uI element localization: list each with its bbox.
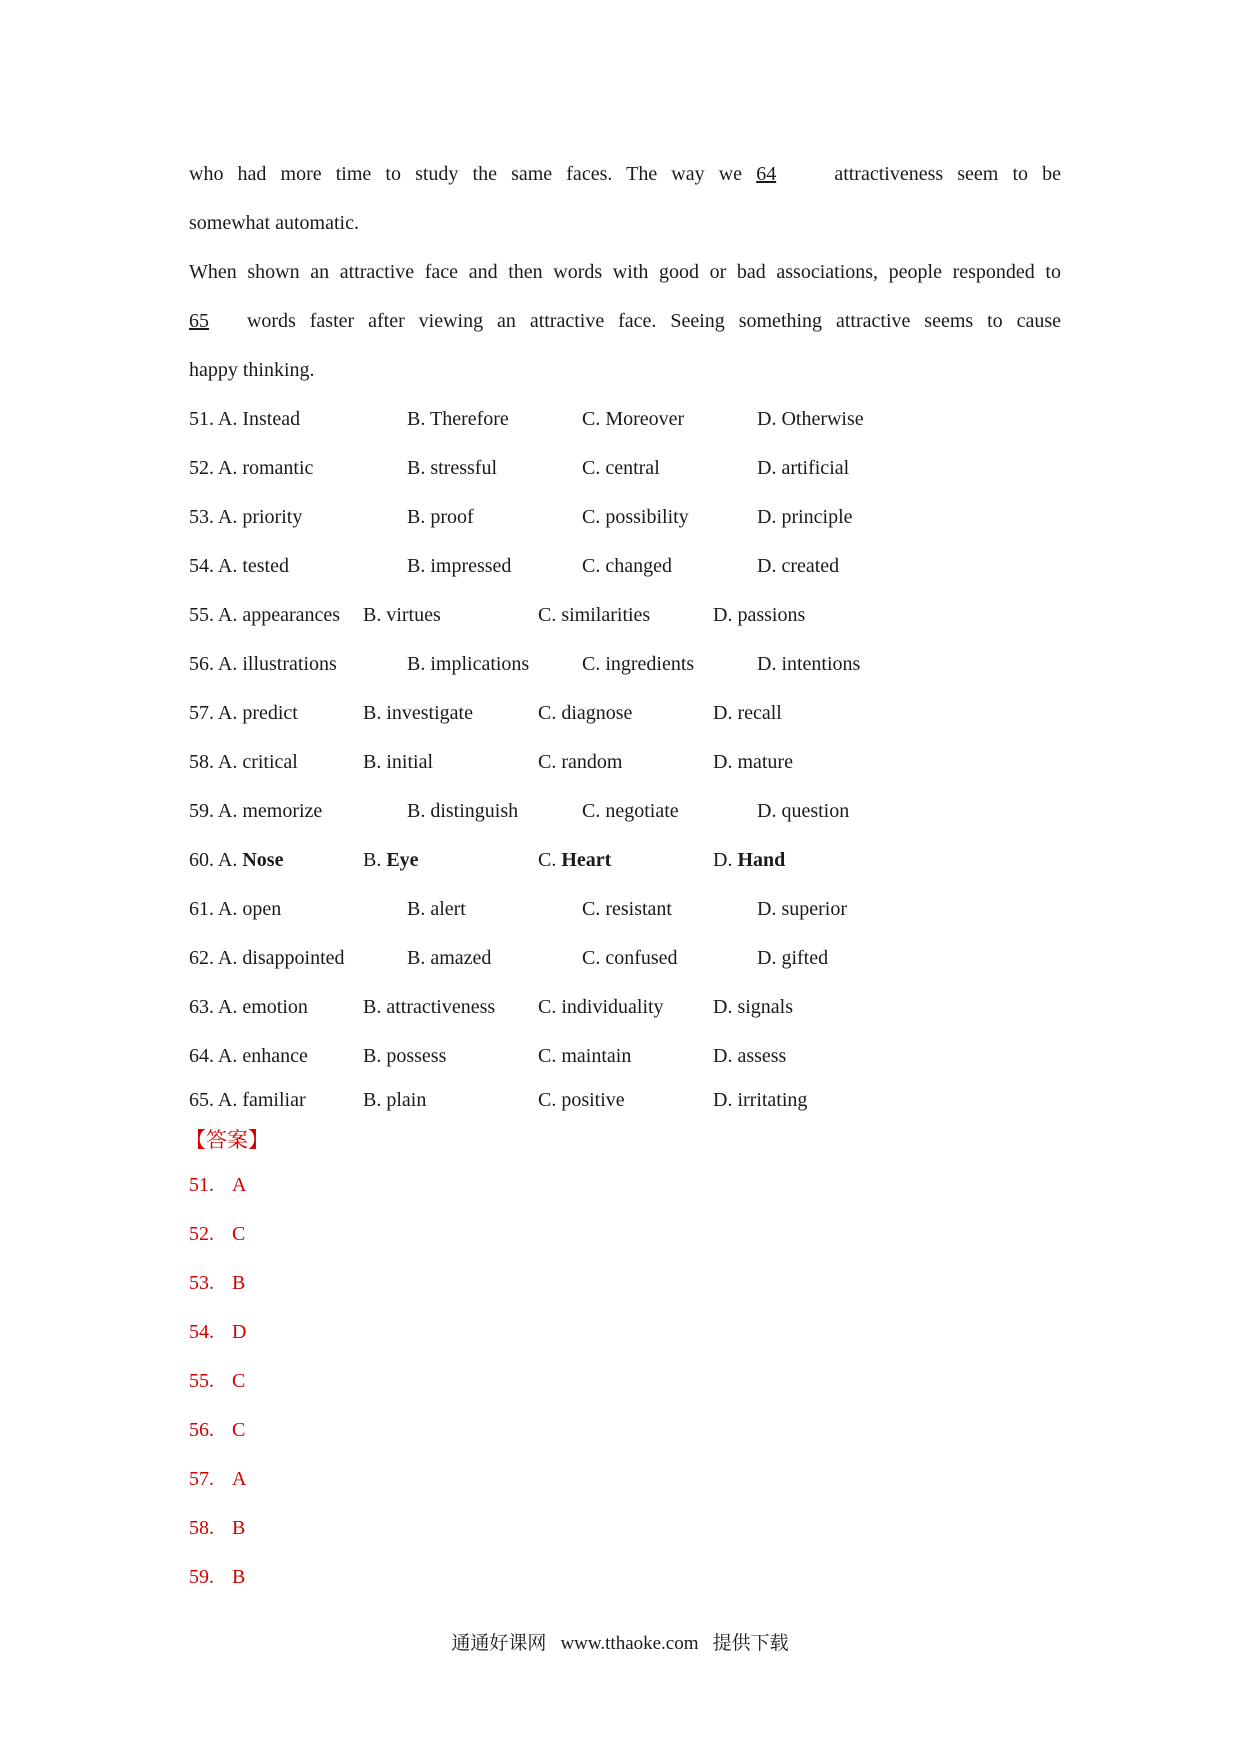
answer-row [189, 1210, 1061, 1259]
option-c: C. resistant [582, 898, 672, 920]
answer-number: 54. [189, 1321, 214, 1343]
option-label: C. [538, 849, 557, 871]
passage-text: words faster after viewing an attractive face. Seeing something attractive seems to cause [246, 310, 1062, 332]
option-d: D. irritating [713, 1089, 808, 1111]
answer-number: 53. [189, 1272, 214, 1294]
answer-number: 58. [189, 1517, 214, 1539]
option-d: D. Otherwise [757, 408, 864, 430]
option-label: B. [363, 849, 382, 871]
question-51 [189, 395, 1061, 444]
option-a: 64. A. enhance [189, 1045, 308, 1067]
option-d: D. created [757, 555, 840, 577]
blank-64: 64 [756, 163, 777, 185]
option-a: 59. A. memorize [189, 800, 323, 822]
option-b: B. investigate [363, 702, 473, 724]
answer-letter: A [232, 1174, 247, 1196]
question-63 [189, 983, 1061, 1032]
passage-text: who had more time to study the same faces. The way we [189, 163, 743, 185]
answer-number: 51. [189, 1174, 214, 1196]
option-d: D. signals [713, 996, 793, 1018]
option-b: B. stressful [407, 457, 497, 479]
option-label: D. [713, 849, 733, 871]
option-a: 62. A. disappointed [189, 947, 345, 969]
answer-row [189, 1161, 1061, 1210]
question-58 [189, 738, 1061, 787]
question-59 [189, 787, 1061, 836]
document-body [185, 150, 1062, 1602]
answer-letter: C [232, 1419, 246, 1441]
option-b: B. distinguish [407, 800, 519, 822]
option-d: D. principle [757, 506, 853, 528]
passage-line-4 [189, 297, 1061, 346]
option-c: C. maintain [538, 1045, 632, 1067]
option-d: D. question [757, 800, 850, 822]
passage-line-5: happy thinking. [189, 359, 315, 381]
answer-letter: B [232, 1566, 246, 1588]
option-a: 65. A. familiar [189, 1089, 306, 1111]
answer-row [189, 1357, 1061, 1406]
option-b: B. implications [407, 653, 530, 675]
option-c [538, 836, 611, 885]
question-54 [189, 542, 1061, 591]
option-a: 56. A. illustrations [189, 653, 337, 675]
option-b [363, 836, 419, 885]
option-text: Nose [242, 849, 284, 871]
question-61 [189, 885, 1061, 934]
page-footer [0, 1628, 1240, 1655]
option-d: D. passions [713, 604, 806, 626]
passage-line-3: When shown an attractive face and then words with good or bad associations, people responded to [189, 261, 1061, 283]
option-a [189, 836, 283, 885]
option-c: C. possibility [582, 506, 689, 528]
option-d: D. artificial [757, 457, 850, 479]
answer-row [189, 1308, 1061, 1357]
question-62 [189, 934, 1061, 983]
passage-line-2: somewhat automatic. [189, 212, 359, 234]
answer-number: 55. [189, 1370, 214, 1392]
option-b: B. plain [363, 1089, 427, 1111]
option-d: D. intentions [757, 653, 861, 675]
option-label: 60. A. [189, 849, 238, 871]
option-a: 61. A. open [189, 898, 282, 920]
question-53 [189, 493, 1061, 542]
option-b: B. impressed [407, 555, 512, 577]
option-b: B. initial [363, 751, 433, 773]
option-c: C. diagnose [538, 702, 633, 724]
answer-letter: D [232, 1321, 247, 1343]
answer-number: 56. [189, 1419, 214, 1441]
option-d: D. mature [713, 751, 793, 773]
option-c: C. changed [582, 555, 672, 577]
footer-site-name: 通通好课网 [451, 1632, 547, 1654]
answer-row [189, 1504, 1061, 1553]
option-text: Eye [386, 849, 419, 871]
option-a: 54. A. tested [189, 555, 289, 577]
answer-row [189, 1553, 1061, 1602]
option-c: C. positive [538, 1089, 625, 1111]
option-b: B. alert [407, 898, 466, 920]
footer-suffix: 提供下载 [712, 1632, 789, 1654]
passage-line-1 [189, 150, 1061, 199]
answer-letter: A [232, 1468, 247, 1490]
option-d: D. superior [757, 898, 847, 920]
option-a: 58. A. critical [189, 751, 298, 773]
blank-65: 65 [189, 310, 209, 332]
answer-row [189, 1406, 1061, 1455]
option-c: C. confused [582, 947, 678, 969]
option-b: B. possess [363, 1045, 447, 1067]
option-c: C. random [538, 751, 623, 773]
question-64 [189, 1032, 1061, 1081]
option-b: B. proof [407, 506, 474, 528]
option-a: 52. A. romantic [189, 457, 314, 479]
option-text: Heart [561, 849, 612, 871]
option-c: C. ingredients [582, 653, 695, 675]
question-55 [189, 591, 1061, 640]
option-b: B. virtues [363, 604, 441, 626]
option-a: 63. A. emotion [189, 996, 308, 1018]
question-57 [189, 689, 1061, 738]
option-d: D. gifted [757, 947, 829, 969]
question-52 [189, 444, 1061, 493]
footer-url-link[interactable]: www.tthaoke.com [560, 1633, 699, 1654]
question-60 [189, 836, 1061, 885]
question-65 [189, 1081, 1061, 1119]
answer-number: 57. [189, 1468, 214, 1490]
option-a: 55. A. appearances [189, 604, 341, 626]
option-c: C. individuality [538, 996, 664, 1018]
option-a: 53. A. priority [189, 506, 303, 528]
option-a: 57. A. predict [189, 702, 298, 724]
answer-row [189, 1259, 1061, 1308]
option-b: B. Therefore [407, 408, 509, 430]
option-d: D. recall [713, 702, 782, 724]
answer-row [189, 1455, 1061, 1504]
answer-letter: C [232, 1223, 246, 1245]
option-b: B. amazed [407, 947, 492, 969]
option-c: C. similarities [538, 604, 651, 626]
answer-heading: 【答案】 [185, 1128, 269, 1152]
answer-number: 52. [189, 1223, 214, 1245]
option-d [713, 836, 785, 885]
option-a: 51. A. Instead [189, 408, 301, 430]
passage-text: attractiveness seem to be [834, 163, 1062, 185]
option-d: D. assess [713, 1045, 787, 1067]
option-b: B. attractiveness [363, 996, 496, 1018]
option-c: C. central [582, 457, 660, 479]
option-c: C. negotiate [582, 800, 679, 822]
answer-letter: B [232, 1272, 246, 1294]
option-c: C. Moreover [582, 408, 685, 430]
option-text: Hand [737, 849, 786, 871]
answer-letter: C [232, 1370, 246, 1392]
question-56 [189, 640, 1061, 689]
answer-letter: B [232, 1517, 246, 1539]
answer-number: 59. [189, 1566, 214, 1588]
